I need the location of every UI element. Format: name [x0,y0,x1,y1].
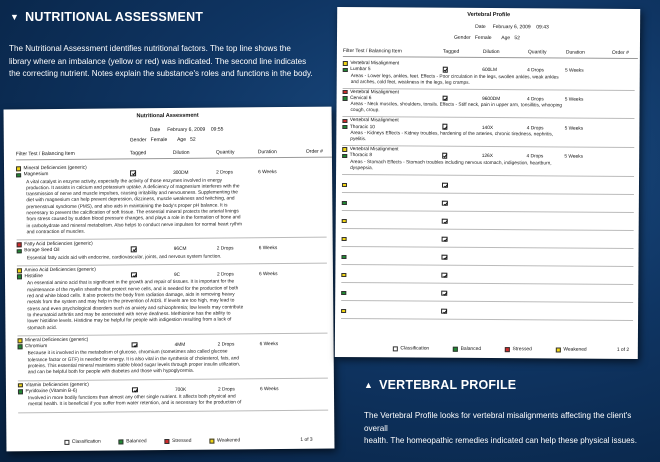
tagged-cell [442,153,482,161]
note-line: transmission of nerve and muscle impulses, causing irritability and nervousness. Supplementing the [26,190,238,198]
quantity-cell: 2 Drops [216,272,234,278]
tagged-checkbox-icon [442,218,448,224]
note-line: lower histidine levels. Histidine may be helpful for people with indigestion resulting from a lack of [27,317,232,325]
note-line: in carbohydrate and mineral metabolism. Also helps to conduct nerve impulses for normal heart rythm [26,221,242,229]
column-header: Tagged [129,150,147,157]
vertebral-title: VERTEBRAL PROFILE [379,378,517,392]
legend-swatch-icon [119,440,124,445]
status-swatch-icon [341,291,346,296]
legend-label: Stressed [172,438,192,444]
report-entries [16,162,328,413]
item-cell [342,153,442,159]
tagged-checkbox-icon [442,182,448,188]
item-name: Pyridoxine (Vitamin B-6) [25,388,78,395]
category-label: Mineral Deficiencies (generic) [23,165,87,172]
column-header: Duration [257,149,277,156]
note-line: Involved in more bodily functions than almost any other single nutrient. It affects both physical and [28,394,236,402]
legend-label: Balanced [126,439,147,445]
category-label: Vertebral Misalignment [350,89,399,96]
entry-notes [342,102,634,116]
item-cell [18,388,132,394]
category-label: Fatty Acid Deficiencies (generic) [24,241,93,248]
status-swatch-icon [343,90,348,95]
column-header-row [343,48,638,59]
legend-label: Weakened [216,438,241,444]
tagged-checkbox-icon [442,200,448,206]
dilution-cell: 700K [174,387,187,393]
tagged-cell [131,272,174,280]
tagged-checkbox-icon [132,342,138,348]
report-patient-info: Gender Female Age 52 [453,34,520,42]
legend-item [393,346,429,351]
tagged-cell [132,342,175,350]
tagged-cell [442,175,482,193]
item-cell [343,96,443,102]
status-swatch-icon [341,309,346,314]
status-swatch-icon [18,383,23,388]
tagged-cell [442,67,482,75]
note-line: pyelitis. [350,137,367,143]
status-swatch-icon [16,173,21,178]
note-line: Areas - Kidneys Effects - Kidney troubles, hardening of the arteries, chronic tiredness, nephritis, [350,130,554,138]
empty-entry-row [341,301,633,321]
dilution-cell: 9C [173,273,181,279]
status-swatch-icon [342,119,347,124]
note-line: and contraction of muscles. [26,229,86,236]
note-line: cough, croup. [350,108,380,114]
item-name: Borage Seed Oil [24,248,60,254]
note-line: to rheumatoid arthritis and may be associated with nerve deafness. Methionine has the ability to [27,311,231,319]
quantity-cell: 2 Drops [216,170,233,176]
item-cell [342,192,442,211]
tagged-checkbox-icon [131,246,137,252]
column-header: Filter Test / Balancing Item [342,47,402,55]
entry-notes [18,394,328,409]
status-swatch-icon [16,167,21,172]
tagged-checkbox-icon [131,272,137,278]
column-header: Quantity [215,149,235,156]
category-label: Amino Acid Deficiencies (generic) [24,267,96,274]
note-line: stomach acid. [27,325,58,331]
tagged-cell [442,211,482,229]
dilution-cell: 126X [481,154,493,160]
description-line: health. The homeopathic remedies indicated can help these physical issues. [364,436,637,446]
legend-swatch-icon [556,348,561,353]
column-header: Duration [565,49,585,56]
status-swatch-icon [343,96,348,101]
status-swatch-icon [342,147,347,152]
tagged-checkbox-icon [442,153,448,159]
tagged-cell [130,170,173,178]
note-line: dyspepsia. [350,165,374,171]
tagged-cell [132,386,175,394]
item-cell [341,300,441,319]
description-line: The Vertebral Profile looks for vertebral misalignments affecting the client's overall [364,411,632,433]
dilution-cell: 4MM [174,342,186,349]
item-cell [342,210,442,229]
vertebral-description [364,410,656,448]
tagged-cell [441,283,481,301]
category-label: Vitamin Deficiencies (generic) [25,382,89,388]
column-header: Filter Test / Balancing Item [15,150,75,158]
nutritional-assessment-heading [10,10,203,24]
report-date: Date February 6, 2009 09:43 [475,23,549,31]
status-swatch-icon [18,338,23,343]
tagged-checkbox-icon [132,387,138,393]
report-patient-info: Gender Female Age 52 [129,136,196,144]
description-line: The Nutritional Assessment identifies nutritional factors. The top line shows the [9,44,291,53]
note-line: Areas - Stomach Effects - Stomach troubles including nervous stomach, indigestion, heartburn, [350,159,552,167]
tagged-cell [441,247,481,265]
item-cell [17,248,131,254]
entry-notes [17,279,327,332]
tagged-checkbox-icon [441,272,447,278]
status-swatch-icon [17,249,22,254]
vertebral-profile-report [335,7,640,359]
legend-swatch-icon [505,347,510,352]
legend-label: Stressed [512,347,532,353]
dilution-cell: 600LM [482,68,497,74]
legend-item [64,440,100,445]
note-line: necessary to prevent the calcification of soft tissue. The essential mineral protects the arterial linings [26,209,239,217]
column-header-row [16,149,334,161]
status-swatch-icon [342,237,347,242]
nutritional-assessment-report [4,107,335,452]
duration-cell: 6 Weeks [259,386,279,392]
tagged-checkbox-icon [442,124,448,130]
entry-notes [18,349,328,377]
entry-block [17,333,327,380]
tagged-cell [441,265,481,283]
entry-notes [16,177,326,236]
triangle-down-icon: ▼ [10,12,20,22]
tagged-cell [442,193,482,211]
duration-cell: 6 Weeks [258,272,278,278]
report-title: Nutritional Assessment [136,112,199,120]
duration-cell: 5 Weeks [564,97,584,103]
status-swatch-icon [17,243,22,248]
entry-block [16,162,327,241]
column-header: Dilution [172,149,190,156]
entry-block [17,264,328,337]
entry-notes [342,160,634,174]
note-line: stress and even psychological disorders such as anxiety and schizophrenia; low levels may contribute [27,305,244,312]
entry-notes [343,73,635,87]
legend-item [165,439,192,444]
page-number: 1 of 3 [300,437,313,443]
note-line: and can be helpful both for people with diabetes and those with hypoglycemia. [27,369,194,376]
item-cell [16,172,130,178]
tagged-cell [131,246,174,254]
item-cell [342,174,442,193]
tagged-cell [442,124,482,132]
note-line: red and white blood cells. It also protects the body from radiation damage, aids in removing heavy [27,292,235,300]
note-line: tolerance factor or GTF) is needed for energy. It is also vital in the synthesis of cholesterol, fats, and [27,356,240,363]
status-swatch-icon [342,201,347,206]
legend-swatch-icon [165,439,170,444]
legend-item [453,347,481,352]
status-swatch-icon [17,269,22,274]
legend-label: Classification [400,346,430,352]
report-legend [393,346,611,353]
duration-cell: 5 Weeks [564,154,584,160]
column-header: Order # [611,49,629,56]
note-line: proteins. This essential mineral maintains stable blood sugar levels through proper insulin utilization, [27,362,241,370]
legend-swatch-icon [393,347,398,352]
tagged-checkbox-icon [441,308,447,314]
quantity-cell: 4 Drops [526,125,544,132]
note-line: Areas - Neck muscles, shoulders, tonsils. Effects - Stiff neck, pain in upper arm, tonsillitis, whooping [350,102,563,109]
legend-item [119,439,147,444]
status-swatch-icon [18,389,23,394]
tagged-cell [441,301,481,319]
report-entries [341,60,635,321]
triangle-up-icon: ▲ [364,380,374,390]
duration-cell: 5 Weeks [564,126,584,132]
status-swatch-icon [342,125,347,130]
column-header: Tagged [442,48,460,55]
quantity-cell: 4 Drops [526,97,544,103]
duration-cell: 5 Weeks [564,68,584,74]
item-name: Lumbar 5 [350,67,371,73]
note-line: from stress caused by sudden blood pressure changes, and plays a role in the formation of bone and [26,215,241,223]
column-header: Quantity [527,49,547,56]
item-cell [17,274,131,280]
item-cell [342,228,442,247]
category-label: Vertebral Misalignment [350,61,400,67]
description-line: the correcting nutrient. Notes explain the substance's roles and functions in the body. [9,69,313,79]
note-line: mental health. It is beneficial if you suffer from water retention, and is necessary for the production of [28,400,242,408]
item-cell [341,264,441,283]
note-line: metals from the system and may help in the prevention of AIDS. If levels are too high, may lead to [27,298,235,306]
entry-block [342,146,634,177]
quantity-cell: 2 Drops [217,387,235,393]
quantity-cell: 2 Drops [217,342,235,348]
legend-swatch-icon [209,439,214,444]
note-line: and arches, cold feet, weakness in the legs, leg cramps. [350,79,470,86]
vertebral-profile-heading [364,378,516,392]
entry-block [342,117,634,148]
legend-item [505,347,532,352]
tagged-checkbox-icon [130,170,136,176]
item-cell [18,343,132,349]
note-line: production. It assists in calcium and potassium uptake. A deficiency of magnesium interferes with the [26,184,240,192]
legend-swatch-icon [64,440,69,445]
category-label: Vertebral Misalignment [349,118,399,124]
entry-block [342,89,634,120]
note-line: A vital catalyst in enzyme activity, especially the activity of those enzymes involved in energy [26,178,223,185]
note-line: Essential fatty acids aid with endocrine, cardiovascular, joints, and nervous system function. [26,254,222,261]
tagged-checkbox-icon [441,290,447,296]
status-swatch-icon [341,255,346,260]
legend-swatch-icon [453,347,458,352]
legend-item [556,347,587,352]
dilution-cell: 140X [481,125,494,131]
entry-notes [17,253,327,262]
category-label: Vertebral Misalignment [349,147,399,153]
tagged-checkbox-icon [441,254,447,260]
tagged-checkbox-icon [442,67,448,73]
nutritional-title: NUTRITIONAL ASSESSMENT [25,10,204,24]
item-cell [341,282,441,301]
item-name: Thoracic 10 [349,124,375,130]
legend-item [209,438,240,443]
nutritional-description [9,43,329,81]
item-cell [341,246,441,265]
note-line: diet with magnesium can help prevent depression, dizziness, muscle weakness and twitching, and [26,196,235,204]
description-line: library where an imbalance (yellow or red) was indicated. The second line indicates [9,56,307,66]
legend-label: Weakened [563,347,587,353]
dilution-cell: 96CM [173,247,187,253]
item-cell [343,67,443,73]
column-header: Order # [305,148,323,155]
tagged-checkbox-icon [442,236,448,242]
status-swatch-icon [18,345,23,350]
quantity-cell: 2 Drops [216,246,234,253]
entry-notes [342,131,634,145]
item-cell [342,125,442,131]
column-header: Dilution [482,48,500,56]
item-name: Chromium [25,344,48,350]
item-name: Thoracic 8 [349,153,373,159]
duration-cell: 6 Weeks [258,246,278,252]
entry-block [18,378,328,413]
duration-cell: 6 Weeks [258,170,277,176]
legend-label: Balanced [460,346,482,352]
note-line: maintenance of the myelin sheaths that protect nerve cells, and is needed for the production of both [27,286,239,294]
item-name: Histidine [24,274,43,280]
dilution-cell: 9600DM [482,96,501,103]
entry-block [343,60,635,91]
status-swatch-icon [17,275,22,280]
report-legend [64,438,258,445]
quantity-cell: 4 Drops [526,154,544,160]
status-swatch-icon [342,154,347,159]
note-line: Because it is involved in the metabolism of glucose, chromium (sometimes also called glucose [27,349,228,357]
report-date: Date February 6, 2009 09:55 [149,126,224,134]
dilution-cell: 300DM [173,171,189,177]
note-line: premenstrual syndrome (PMS), and also aids in maintaining the body's proper pH balance. It is [26,203,228,210]
duration-cell: 6 Weeks [259,342,279,348]
quantity-cell: 4 Drops [527,68,544,74]
item-name: Magnesium [23,172,49,178]
status-swatch-icon [342,183,347,188]
legend-label: Classification [71,439,101,445]
status-swatch-icon [342,219,347,224]
status-swatch-icon [343,67,348,72]
report-title: Vertebral Profile [467,11,511,19]
entry-block [17,238,327,267]
tagged-checkbox-icon [442,95,448,101]
category-label: Mineral Deficiencies (generic) [25,337,89,344]
note-line: Areas - Lower legs, ankles, feet. Effects - Poor circulation in the legs, swollen ankles, weak ankles [350,73,559,80]
page-number: 1 of 2 [616,347,630,353]
item-name: Cervical 6 [350,95,372,102]
note-line: An essential amino acid that is significant in the growth and repair of tissues. It is important for the [27,279,235,287]
tagged-cell [442,229,482,247]
status-swatch-icon [343,61,348,66]
status-swatch-icon [341,273,346,278]
